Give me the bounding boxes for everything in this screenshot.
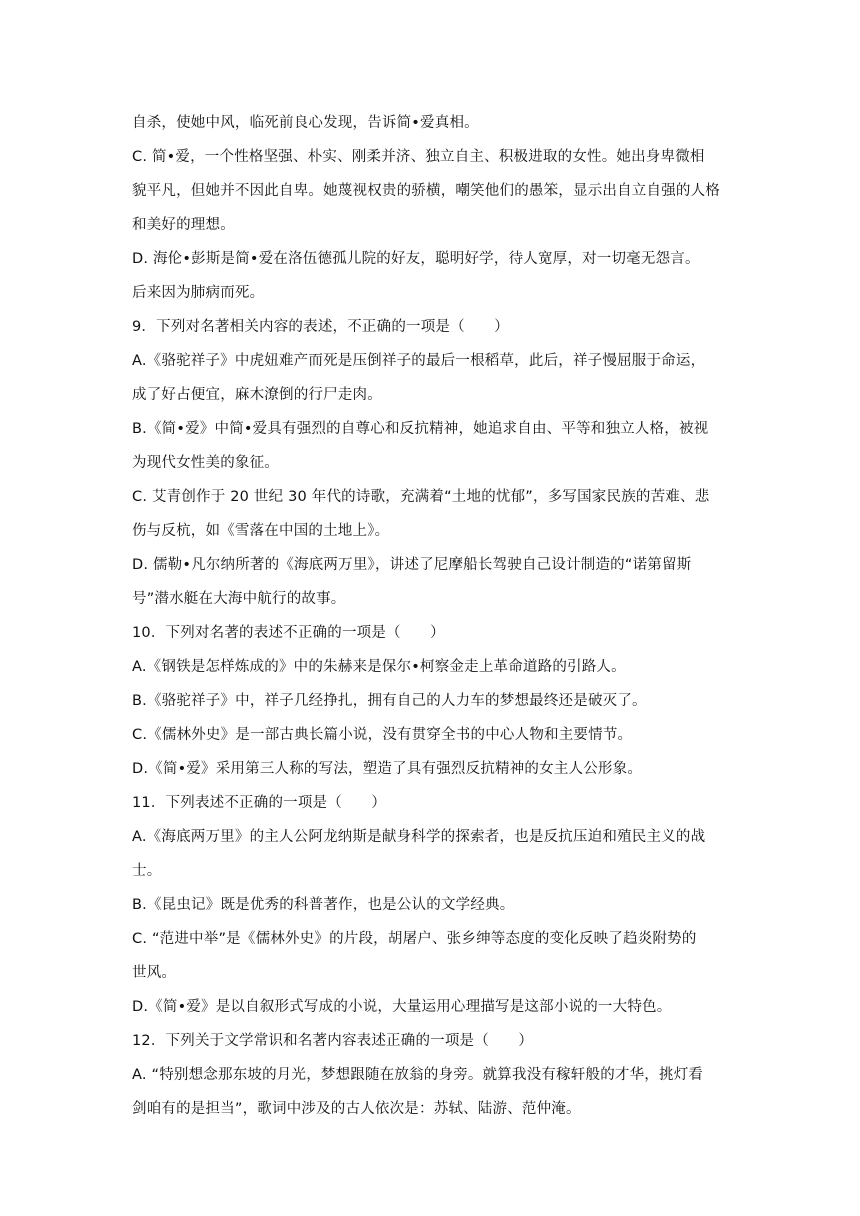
text-line: 伤与反杭，如《雪落在中国的土地上》。 bbox=[132, 523, 390, 539]
question-10-option-c: C.《儒林外史》是一部古典长篇小说，没有贯穿全书的中心人物和主要情节。 bbox=[132, 727, 633, 743]
text-line: 貌平凡，但她并不因此自卑。她蔑视权贵的骄横，嘲笑他们的愚笨，显示出自立自强的人格 bbox=[132, 183, 720, 199]
text-line: 士。 bbox=[132, 863, 162, 879]
question-10-stem: 10．下列对名著的表述不正确的一项是（ ） bbox=[132, 625, 445, 641]
text-line: 自杀，使她中风，临死前良心发现，告诉简•爱真相。 bbox=[132, 115, 479, 131]
question-10-option-a: A.《钢铁是怎样炼成的》中的朱赫来是保尔•柯察金走上革命道路的引路人。 bbox=[132, 659, 626, 675]
text-line: 剑咱有的是担当”，歌词中涉及的古人依次是：苏轼、陆游、范仲淹。 bbox=[132, 1101, 581, 1117]
question-11-option-d: D.《简•爱》是以自叙形式写成的小说，大量运用心理描写是这部小说的一大特色。 bbox=[132, 999, 672, 1015]
question-11-option-b: B.《昆虫记》既是优秀的科普著作，也是公认的文学经典。 bbox=[132, 897, 515, 913]
question-9-option-a: A.《骆驼祥子》中虎妞难产而死是压倒祥子的最后一根稻草，此后，祥子慢屈服于命运， bbox=[132, 353, 706, 369]
question-10-option-b: B.《骆驼祥子》中，祥子几经挣扎，拥有自己的人力车的梦想最终还是破灭了。 bbox=[132, 693, 647, 709]
text-line: 世风。 bbox=[132, 965, 177, 981]
question-11-option-a: A.《海底两万里》的主人公阿龙纳斯是献身科学的探索者，也是反抗压迫和殖民主义的战 bbox=[132, 829, 706, 845]
question-12-stem: 12．下列关于文学常识和名著内容表述正确的一项是（ ） bbox=[132, 1033, 534, 1049]
text-line: 和美好的理想。 bbox=[132, 217, 235, 233]
option-d-text: D. 海伦•彭斯是简•爱在洛伍德孤儿院的好友，聪明好学，待人宽厚，对一切毫无怨言。 bbox=[132, 251, 700, 267]
question-9-option-d: D. 儒勒•凡尔纳所著的《海底两万里》，讲述了尼摩船长驾驶自己设计制造的“诺第留斯 bbox=[132, 557, 692, 573]
text-line: 号”潜水艇在大海中航行的故事。 bbox=[132, 591, 346, 607]
document-text bbox=[132, 106, 730, 1126]
question-10-option-d: D.《简•爱》采用第三人称的写法，塑造了具有强烈反抗精神的女主人公形象。 bbox=[132, 761, 643, 777]
question-9-stem: 9．下列对名著相关内容的表述，不正确的一项是（ ） bbox=[132, 319, 509, 335]
question-11-stem: 11．下列表述不正确的一项是（ ） bbox=[132, 795, 387, 811]
option-c-text: C. 简•爱，一个性格坚强、朴实、刚柔并济、独立自主、积极进取的女性。她出身卑微相 bbox=[132, 149, 705, 165]
question-12-option-a: A. “特别想念那东坡的月光，梦想跟随在放翁的身旁。就算我没有稼轩般的才华，挑灯看 bbox=[132, 1067, 704, 1083]
text-line: 成了好占便宜，麻木潦倒的行尸走肉。 bbox=[132, 387, 382, 403]
question-9-option-c: C. 艾青创作于 20 世纪 30 年代的诗歌，充满着“土地的忧郁”，多写国家民族的苦难、悲 bbox=[132, 489, 710, 505]
question-11-option-c: C. “范进中举”是《儒林外史》的片段，胡屠户、张乡绅等态度的变化反映了趋炎附势的 bbox=[132, 931, 697, 947]
text-line: 后来因为肺病而死。 bbox=[132, 285, 265, 301]
question-9-option-b: B.《简•爱》中简•爱具有强烈的自尊心和反抗精神，她追求自由、平等和独立人格，被视 bbox=[132, 421, 709, 437]
text-line: 为现代女性美的象征。 bbox=[132, 455, 279, 471]
